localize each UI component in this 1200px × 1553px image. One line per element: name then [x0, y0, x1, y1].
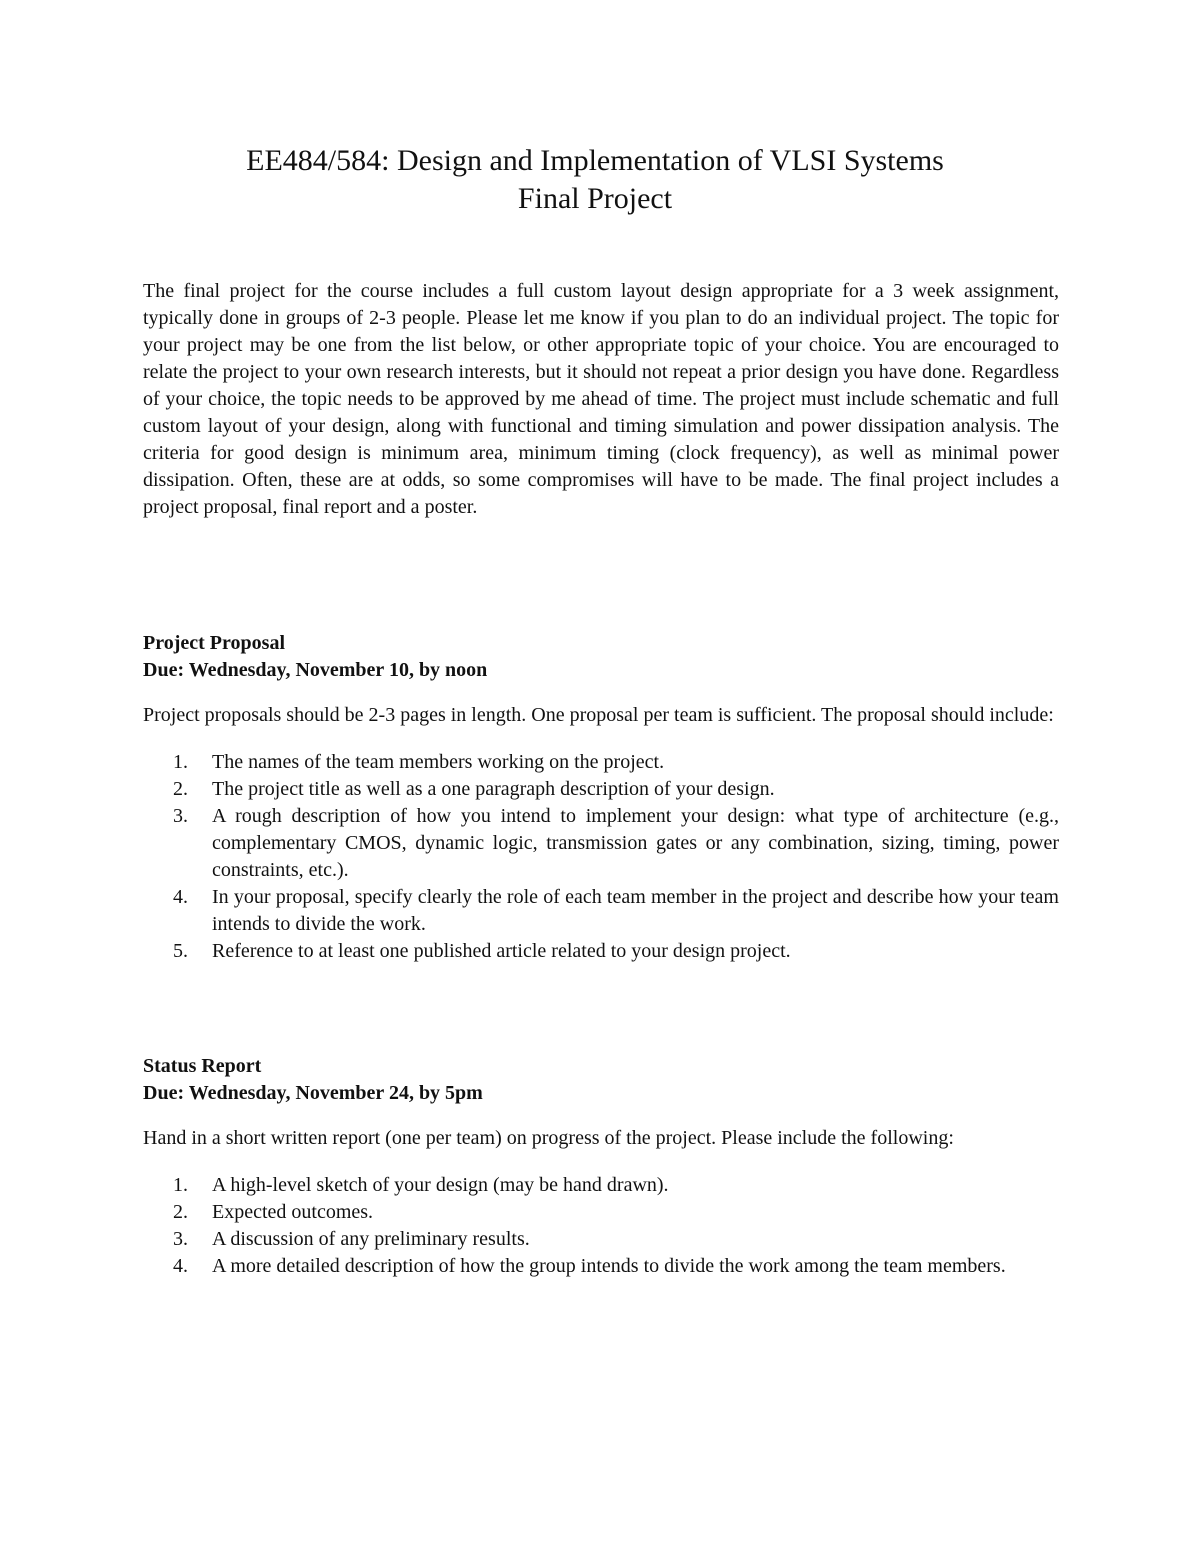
section-body: Hand in a short written report (one per team) on progress of the project. Please include the following:	[143, 1127, 954, 1149]
section-body: Project proposals should be 2-3 pages in length. One proposal per team is sufficient. The proposal should include:	[143, 704, 1054, 726]
page-title	[0, 142, 1190, 218]
list-number: 3.	[173, 1228, 188, 1250]
status-list	[143, 1172, 1059, 1280]
list-text: A rough description of how you intend to implement your design: what type of architecture (e.g., complementary CMOS, dynamic logic, transmission gates or any combination, sizing, timing, power constraints, etc.).	[212, 805, 1059, 881]
list-text: A more detailed description of how the group intends to divide the work among the team members.	[212, 1255, 1006, 1277]
list-item	[143, 1253, 1059, 1280]
list-number: 1.	[173, 1174, 188, 1196]
title-subtitle: Final Project	[517, 182, 673, 215]
list-number: 4.	[173, 1255, 188, 1277]
list-number: 1.	[173, 751, 188, 773]
section-project-proposal	[143, 630, 1059, 965]
list-item	[143, 938, 1059, 965]
list-text: The project title as well as a one paragraph description of your design.	[212, 778, 775, 800]
list-number: 2.	[173, 1201, 188, 1223]
list-text: A high-level sketch of your design (may be hand drawn).	[212, 1174, 669, 1196]
list-item	[143, 803, 1059, 884]
list-text: The names of the team members working on the project.	[212, 751, 665, 773]
proposal-list	[143, 749, 1059, 965]
list-item	[143, 1199, 1059, 1226]
list-item	[143, 749, 1059, 776]
title-course: EE484/584: Design and Implementation of VLSI Systems	[246, 144, 944, 177]
list-text: In your proposal, specify clearly the role of each team member in the project and describe how your team intends to divide the work.	[212, 886, 1059, 935]
list-item	[143, 884, 1059, 938]
list-number: 4.	[173, 886, 188, 908]
list-number: 3.	[173, 805, 188, 827]
list-item	[143, 776, 1059, 803]
list-item	[143, 1226, 1059, 1253]
due-date: Due: Wednesday, November 24, by 5pm	[143, 1082, 483, 1104]
due-date: Due: Wednesday, November 10, by noon	[143, 659, 488, 681]
intro-paragraph: The final project for the course includes a full custom layout design appropriate for a 3 week assignment, typically done in groups of 2-3 people. Please let me know if you plan to do an individual project. The topic for your project may be one from the list below, or other appropriate topic of your choice. You are encouraged to relate the project to your own research interests, but it should not repeat a prior design you have done. Regardless of your choice, the topic needs to be approved by me ahead of time. The project must include schematic and full custom layout of your design, along with functional and timing simulation and power dissipation analysis. The criteria for good design is minimum area, minimum timing (clock frequency), as well as minimal power dissipation. Often, these are at odds, so some compromises will have to be made. The final project includes a project proposal, final report and a poster.	[143, 280, 1059, 518]
section-heading: Status Report	[143, 1055, 262, 1077]
list-text: Reference to at least one published article related to your design project.	[212, 940, 791, 962]
section-status-report	[143, 1053, 1059, 1280]
list-number: 2.	[173, 778, 188, 800]
list-number: 5.	[173, 940, 188, 962]
section-heading: Project Proposal	[143, 632, 286, 654]
list-text: A discussion of any preliminary results.	[212, 1228, 530, 1250]
list-text: Expected outcomes.	[212, 1201, 374, 1223]
list-item	[143, 1172, 1059, 1199]
